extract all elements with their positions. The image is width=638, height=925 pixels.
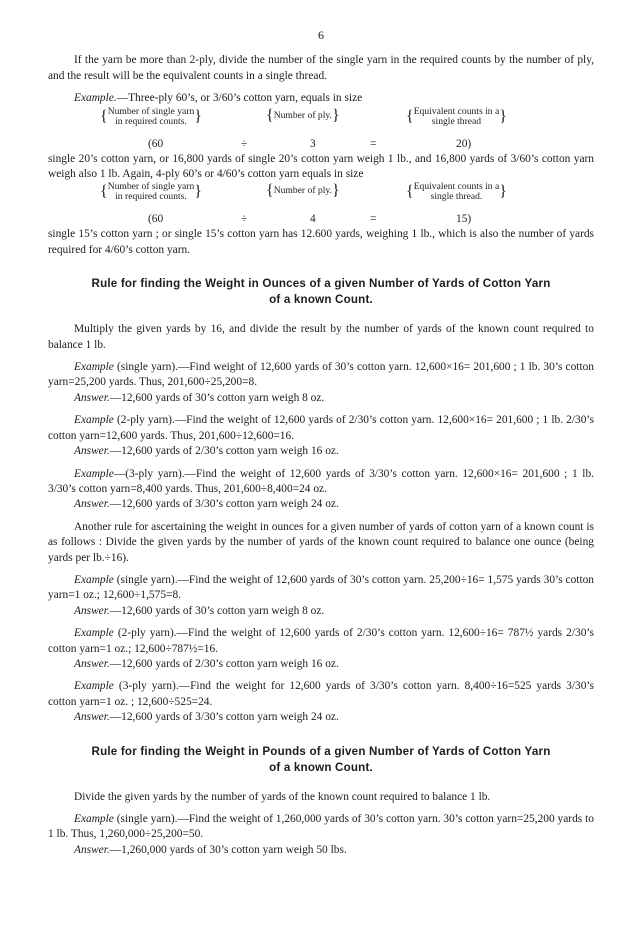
example-e: Example (2-ply yarn).—Find the weight of 12,600 yards of 2/30’s cotton yarn. 12,600÷16= 787½ yards 2/30’s cotton yarn=1 oz.; 12,600÷787½=16. (48, 627, 594, 655)
answer-c: Answer.—12,600 yards of 3/30’s cotton yarn weigh 24 oz. (74, 498, 339, 511)
rule-2-body: Divide the given yards by the number of yards of the known count required to balance 1 lb. (74, 790, 491, 803)
example-d: Example (single yarn).—Find the weight of 12,600 yards of 30’s cotton yarn. 25,200÷16= 1,575 yards 30’s cotton yarn=1 oz.; 12,600÷1,575=8. (48, 573, 594, 602)
intro-paragraph: If the yarn be more than 2-ply, divide the number of the single yarn in the required counts by the number of ply, and the result will be the equivalent counts in a single thread. (48, 54, 594, 82)
example-a: Example (single yarn).—Find weight of 12,600 yards of 30’s cotton yarn. 12,600×16= 201,600 ; 1 lb. 30’s cotton yarn=25,200 yards. Thus, 201,600÷25,200=8. (48, 361, 594, 389)
formula-label-single-yarn: {Number of single yarn in required counts. } (100, 105, 202, 127)
rule-1-body: Multiply the given yards by 16, and divide the result by the number of yards of the known count required to balance 1 lb. (48, 323, 594, 351)
example-g: Example (single yarn).—Find the weight of 1,260,000 yards of 30’s cotton yarn. 30’s cotton yarn=25,200 yards to 1 lb. Thus, 1,260,000÷25,200=50. (48, 813, 594, 841)
formula-2-values: (60 ÷ 4 = 15) (148, 213, 472, 226)
rule-heading-pounds: Rule for finding the Weight in Pounds of a given Number of Yards of Cotton Yarn of a known Count. (91, 744, 551, 774)
answer-f: Answer.—12,600 yards of 3/30’s cotton yarn weigh 24 oz. (74, 711, 339, 724)
formula-1-values: (60 ÷ 3 = 20) (148, 137, 472, 150)
rule-heading-ounces: Rule for finding the Weight in Ounces of a given Number of Yards of Cotton Yarn of a known Count. (91, 277, 551, 307)
formula-label-ply: {Number of ply.} (266, 106, 340, 124)
answer-e: Answer.—12,600 yards of 2/30’s cotton yarn weigh 16 oz. (74, 657, 339, 670)
example-1: Example.—Three-ply 60’s, or 3/60’s cotton yarn, equals in size (74, 92, 363, 105)
paragraph-after-formula-2: single 15’s cotton yarn ; or single 15’s cotton yarn has 12.600 yards, weighing 1 lb., which is also the number of yards required for 4/60’s cotton yarn. (48, 228, 594, 256)
another-rule-paragraph: Another rule for ascertaining the weight in ounces for a given number of yards of cotton yarn of a known count is as follows : Divide the given yards by the number of yards of the known count required to balance one ounce (being yards per lb.÷16). (48, 520, 594, 564)
example-c: Example—(3-ply yarn).—Find the weight of 12,600 yards of 3/30’s cotton yarn. 12,600×16= 201,600 ; 1 lb. 3/30’s cotton yarn=8,400 yards. Thus, 201,600÷8,400=24 oz. (48, 467, 594, 495)
formula-label-single-yarn: {Number of single yarn in required counts. } (100, 181, 202, 203)
answer-a: Answer.—12,600 yards of 30’s cotton yarn weigh 8 oz. (74, 391, 325, 404)
answer-g: Answer.—1,260,000 yards of 30’s cotton yarn weigh 50 lbs. (74, 843, 347, 856)
formula-label-ply: {Number of ply.} (266, 182, 340, 200)
formula-2-labels (48, 182, 594, 212)
page-number: 6 (318, 28, 324, 42)
example-f: Example (3-ply yarn).—Find the weight for 12,600 yards of 3/30’s cotton yarn. 8,400÷16=525 yards 3/30’s cotton yarn=1 oz. ; 12,600÷525=24. (48, 680, 594, 708)
paragraph-after-formula-1: single 20’s cotton yarn, or 16,800 yards of single 20’s cotton yarn weigh 1 lb., and 16,800 yards of 3/60’s cotton yarn weigh also 1 lb. Again, 4-ply 60’s or 4/60’s cotton yarn equals in size (48, 152, 594, 181)
example-b: Example (2-ply yarn).—Find the weight of 12,600 yards of 2/30’s cotton yarn. 12,600×16= 201,600 ; 1 lb. 2/30’s cotton yarn=12,600 yards. Thus, 201,600÷12,600=16. (48, 414, 594, 442)
formula-label-equivalent: {Equivalent counts in a single thread } (406, 105, 507, 127)
answer-d: Answer.—12,600 yards of 30’s cotton yarn weigh 8 oz. (74, 604, 325, 617)
formula-label-equivalent: {Equivalent counts in a single thread. } (406, 181, 507, 203)
answer-b: Answer.—12,600 yards of 2/30’s cotton yarn weigh 16 oz. (74, 445, 339, 458)
formula-1-labels (48, 107, 594, 137)
example-lead: Example. (74, 92, 117, 105)
